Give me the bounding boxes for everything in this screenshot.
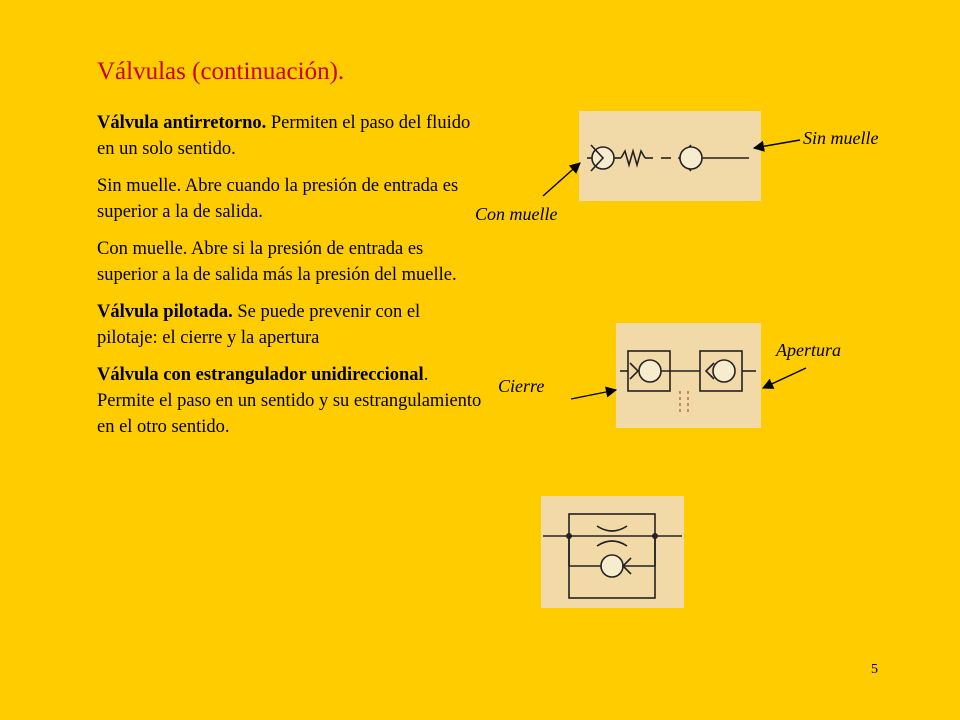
check-valve-heading: Válvula antirretorno.	[97, 113, 267, 133]
slide-title: Válvulas (continuación).	[97, 58, 345, 85]
cierre-arrow	[571, 390, 616, 399]
piloted-valve-heading: Válvula pilotada.	[97, 302, 233, 322]
throttle-valve-heading: Válvula con estrangulador unidireccional	[97, 365, 424, 385]
con-muelle-label: Con muelle	[475, 204, 558, 224]
cierre-label: Cierre	[498, 376, 545, 396]
apertura-arrow	[763, 368, 806, 388]
piloted-valve-text: Se puede prevenir con el pilotaje: el cierre y la apertura	[97, 302, 421, 348]
con-muelle-arrow	[543, 163, 580, 196]
sin-muelle-label: Sin muelle	[803, 128, 879, 148]
with-spring-text: Con muelle. Abre si la presión de entrada es superior a la de salida más la presión del muelle.	[97, 239, 457, 285]
no-spring-text: Sin muelle. Abre cuando la presión de entrada es superior a la de salida.	[97, 176, 459, 222]
page-number: 5	[871, 662, 878, 677]
check-valve-text: Permiten el paso del fluido en un solo sentido.	[97, 113, 471, 159]
sin-muelle-arrow	[754, 140, 800, 148]
apertura-label: Apertura	[776, 340, 841, 360]
throttle-valve-text: . Permite el paso en un sentido y su estrangulamiento en el otro sentido.	[97, 365, 482, 437]
